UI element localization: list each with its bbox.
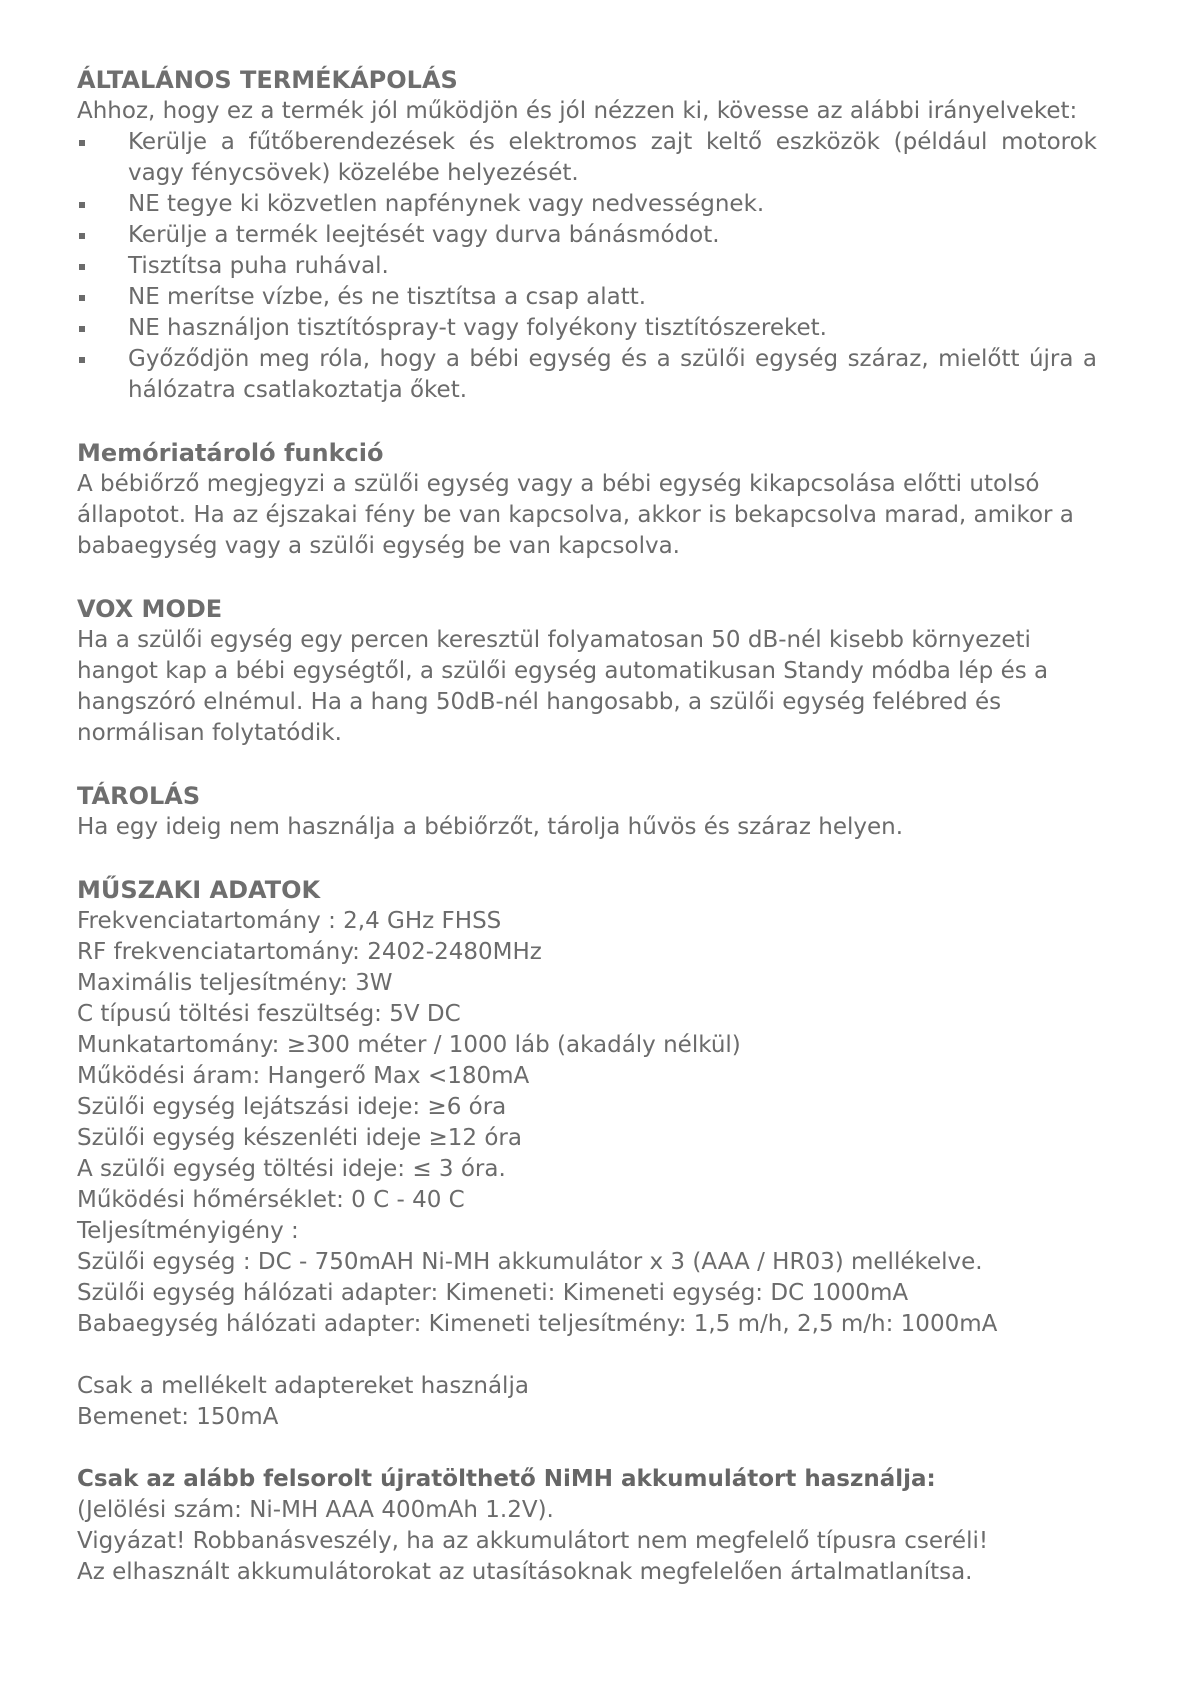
vox-section: [77, 593, 1097, 749]
list-item: [77, 189, 1097, 220]
specs-section: [77, 874, 1097, 1340]
bullet-icon: [79, 264, 85, 270]
care-intro: Ahhoz, hogy ez a termék jól működjön és jól nézzen ki, kövesse az alábbi irányelveket:: [77, 98, 1078, 124]
battery-line: Vigyázat! Robbanásveszély, ha az akkumulátort nem megfelelő típusra cseréli!: [77, 1528, 989, 1554]
spec-line: Teljesítményigény :: [77, 1218, 299, 1244]
list-item: [77, 344, 1097, 406]
spec-line: A szülői egység töltési ideje: ≤ 3 óra.: [77, 1156, 506, 1182]
battery-line: (Jelölési szám: Ni-MH AAA 400mAh 1.2V).: [77, 1497, 554, 1523]
storage-heading: TÁROLÁS: [77, 782, 201, 810]
bullet-icon: [79, 140, 85, 146]
spec-line: Babaegység hálózati adapter: Kimeneti teljesítmény: 1,5 m/h, 2,5 m/h: 1000mA: [77, 1311, 998, 1337]
adapter-line: Bemenet: 150mA: [77, 1404, 279, 1430]
memory-text: A bébiőrző megjegyzi a szülői egység vagy a bébi egység kikapcsolása előtti utolsó állapotot. Ha az éjszakai fény be van kapcsolva, akkor is bekapcsolva marad, amikor a babaegység vagy a szülői egység be van kapcsolva.: [77, 471, 1074, 559]
spec-line: Maximális teljesítmény: 3W: [77, 970, 393, 996]
memory-section: [77, 437, 1097, 562]
storage-text: Ha egy ideig nem használja a bébiőrzőt, tárolja hűvös és száraz helyen.: [77, 814, 904, 840]
list-item: [77, 251, 1097, 282]
list-item-text: Kerülje a fűtőberendezések és elektromos zajt keltő eszközök (például motorok vagy fénycsövek) közelébe helyezését.: [128, 129, 1097, 186]
spec-line: Szülői egység lejátszási ideje: ≥6 óra: [77, 1094, 507, 1120]
spec-line: C típusú töltési feszültség: 5V DC: [77, 1001, 461, 1027]
list-item: [77, 282, 1097, 313]
bullet-icon: [79, 233, 85, 239]
spec-line: Működési áram: Hangerő Max <180mA: [77, 1063, 530, 1089]
spec-line: Működési hőmérséklet: 0 C - 40 C: [77, 1187, 465, 1213]
care-heading: ÁLTALÁNOS TERMÉKÁPOLÁS: [77, 66, 458, 94]
care-list: [77, 127, 1097, 406]
spacer: [77, 1433, 1097, 1464]
adapter-section: [77, 1371, 1097, 1433]
spacer: [77, 749, 1097, 780]
memory-heading: Memóriatároló funkció: [77, 439, 384, 467]
spec-line: Munkatartomány: ≥300 méter / 1000 láb (akadály nélkül): [77, 1032, 741, 1058]
list-item-text: Tisztítsa puha ruhával.: [128, 253, 389, 279]
adapter-line: Csak a mellékelt adaptereket használja: [77, 1373, 529, 1399]
vox-text: Ha a szülői egység egy percen keresztül folyamatosan 50 dB-nél kisebb környezeti hangot kap a bébi egységtől, a szülői egység automatikusan Standy módba lép és a hangszóró elnémul. Ha a hang 50dB-nél hangosabb, a szülői egység felébred és normálisan folytatódik.: [77, 627, 1049, 746]
list-item: [77, 220, 1097, 251]
storage-section: [77, 780, 1097, 843]
spacer: [77, 562, 1097, 593]
spacer: [77, 1340, 1097, 1371]
list-item-text: Kerülje a termék leejtését vagy durva bánásmódot.: [128, 222, 720, 248]
page-content: [77, 64, 1097, 1588]
list-item-text: NE használjon tisztítóspray-t vagy folyékony tisztítószereket.: [128, 315, 827, 341]
spacer: [77, 843, 1097, 874]
list-item-text: Győződjön meg róla, hogy a bébi egység és a szülői egység száraz, mielőtt újra a hálózatra csatlakoztatja őket.: [128, 346, 1097, 403]
bullet-icon: [79, 295, 85, 301]
list-item-text: NE tegye ki közvetlen napfénynek vagy nedvességnek.: [128, 191, 765, 217]
spec-line: Szülői egység : DC - 750mAH Ni-MH akkumulátor x 3 (AAA / HR03) mellékelve.: [77, 1249, 983, 1275]
list-item: [77, 313, 1097, 344]
battery-section: [77, 1464, 1097, 1588]
spec-line: Szülői egység hálózati adapter: Kimeneti: Kimeneti egység: DC 1000mA: [77, 1280, 909, 1306]
specs-heading: MŰSZAKI ADATOK: [77, 876, 321, 904]
battery-heading: Csak az alább felsorolt újratölthető NiMH akkumulátort használja:: [77, 1466, 936, 1492]
care-section: [77, 64, 1097, 406]
bullet-icon: [79, 326, 85, 332]
spec-line: RF frekvenciatartomány: 2402-2480MHz: [77, 939, 542, 965]
bullet-icon: [79, 357, 85, 363]
spec-line: Frekvenciatartomány : 2,4 GHz FHSS: [77, 908, 502, 934]
list-item: [77, 127, 1097, 189]
vox-heading: VOX MODE: [77, 595, 223, 623]
spacer: [77, 406, 1097, 437]
list-item-text: NE merítse vízbe, és ne tisztítsa a csap alatt.: [128, 284, 647, 310]
battery-line: Az elhasznált akkumulátorokat az utasításoknak megfelelően ártalmatlanítsa.: [77, 1559, 973, 1585]
bullet-icon: [79, 202, 85, 208]
spec-line: Szülői egység készenléti ideje ≥12 óra: [77, 1125, 522, 1151]
